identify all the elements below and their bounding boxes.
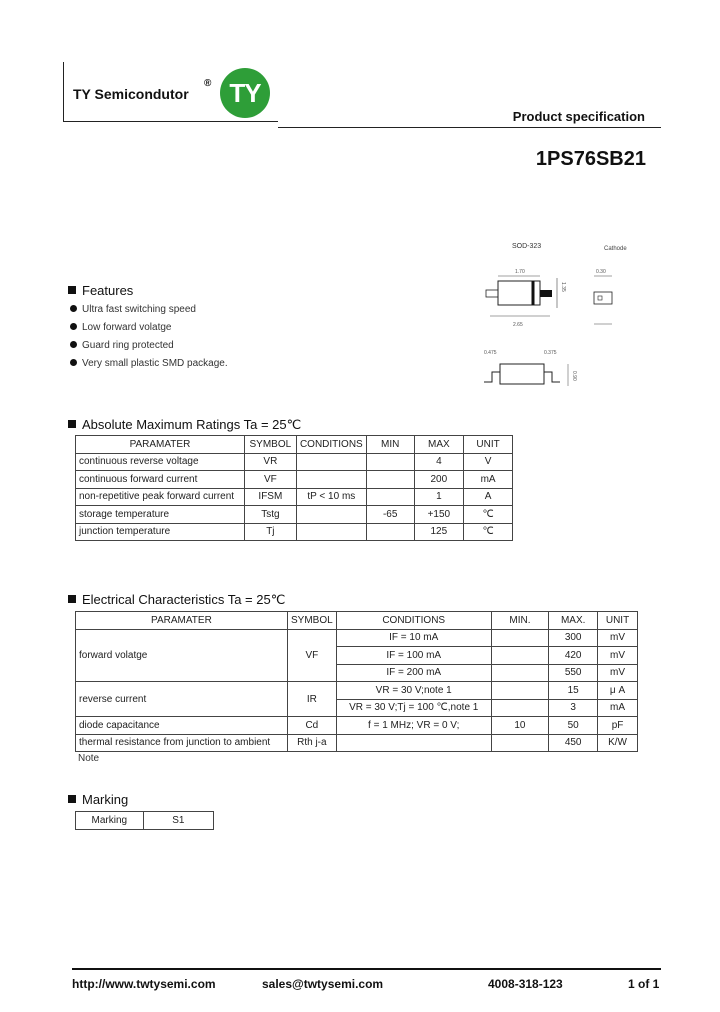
cell: forward volatge	[76, 629, 288, 682]
table-row	[76, 506, 513, 524]
part-number: 1PS76SB21	[535, 148, 646, 170]
cell: ℃	[464, 523, 513, 541]
elec-char-table	[75, 611, 638, 752]
cell: 15	[549, 682, 598, 700]
footer-website[interactable]: http://www.twtysemi.com	[72, 977, 216, 991]
cell	[366, 523, 414, 541]
cell: VR	[244, 453, 296, 471]
header-rule	[278, 127, 661, 128]
cell: thermal resistance from junction to ambient	[76, 734, 288, 752]
cell: mV	[598, 629, 638, 647]
cell	[491, 664, 549, 682]
cell	[491, 647, 549, 665]
header-cell: MAX.	[549, 612, 598, 630]
cell: mA	[598, 699, 638, 717]
header-cell: UNIT	[464, 436, 513, 454]
table-row	[76, 734, 638, 752]
cell: continuous forward current	[76, 471, 245, 489]
cell: 50	[549, 717, 598, 735]
cell: K/W	[598, 734, 638, 752]
marking-title: Marking	[68, 792, 128, 807]
bullet-icon	[70, 359, 77, 366]
cell: +150	[414, 506, 464, 524]
table-header-row	[76, 612, 638, 630]
bullet-icon	[70, 323, 77, 330]
marking-table	[75, 811, 214, 830]
cell	[296, 506, 366, 524]
note-label: Note	[78, 753, 100, 764]
cathode-label: Cathode	[604, 246, 627, 252]
cell	[491, 629, 549, 647]
header-cell: CONDITIONS	[336, 612, 491, 630]
company-name: TY Semicondutor	[73, 86, 189, 102]
marking-value: S1	[143, 812, 213, 830]
cell: mV	[598, 647, 638, 665]
header-cell: MAX	[414, 436, 464, 454]
table-row	[76, 629, 638, 647]
feature-item: Ultra fast switching speed	[70, 304, 196, 315]
cell: pF	[598, 717, 638, 735]
dim-height: 1.35	[560, 282, 566, 292]
header-left-underline	[63, 121, 278, 122]
dim-right-lead: 0.375	[544, 350, 557, 356]
cell: A	[464, 488, 513, 506]
cell	[296, 471, 366, 489]
cell: 3	[549, 699, 598, 717]
cell: IF = 200 mA	[336, 664, 491, 682]
header-cell: CONDITIONS	[296, 436, 366, 454]
package-outline-drawing	[470, 236, 660, 396]
header-cell: SYMBOL	[244, 436, 296, 454]
square-bullet-icon	[68, 286, 76, 294]
header-left-rule	[63, 62, 64, 122]
cell	[366, 453, 414, 471]
table-row	[76, 812, 214, 830]
cell: tP < 10 ms	[296, 488, 366, 506]
cell: V	[464, 453, 513, 471]
features-title: Features	[68, 283, 133, 298]
cell: μ A	[598, 682, 638, 700]
package-name: SOD-323	[512, 243, 542, 250]
cell: Rth j-a	[287, 734, 336, 752]
cell: 125	[414, 523, 464, 541]
cell: diode capacitance	[76, 717, 288, 735]
elec-char-title: Electrical Characteristics Ta = 25℃	[68, 592, 285, 608]
cell: 200	[414, 471, 464, 489]
cell: Tstg	[244, 506, 296, 524]
header-cell: PARAMATER	[76, 612, 288, 630]
dim-thickness: 0.90	[571, 371, 577, 381]
cell: IF = 100 mA	[336, 647, 491, 665]
cell: VF	[287, 629, 336, 682]
cell: IF = 10 mA	[336, 629, 491, 647]
company-logo: TY	[220, 68, 270, 118]
product-specification: Product specification	[512, 109, 645, 124]
dim-lead: 0.30	[596, 269, 606, 275]
header-cell: SYMBOL	[287, 612, 336, 630]
header-cell: MIN.	[491, 612, 549, 630]
cell: 10	[491, 717, 549, 735]
footer-email[interactable]: sales@twtysemi.com	[262, 977, 384, 991]
footer-page: 1 of 1	[628, 977, 660, 991]
square-bullet-icon	[68, 595, 76, 603]
dim-left-lead: 0.475	[484, 350, 497, 356]
marking-label: Marking	[76, 812, 144, 830]
dim-length: 2.65	[513, 322, 523, 328]
bullet-icon	[70, 305, 77, 312]
cell: 420	[549, 647, 598, 665]
bullet-icon	[70, 341, 77, 348]
cell: 300	[549, 629, 598, 647]
registered-mark: ®	[204, 78, 212, 89]
header-cell: MIN	[366, 436, 414, 454]
table-row	[76, 717, 638, 735]
cell: -65	[366, 506, 414, 524]
table-row	[76, 488, 513, 506]
cell: mA	[464, 471, 513, 489]
table-header-row	[76, 436, 513, 454]
feature-item: Guard ring protected	[70, 340, 174, 351]
header-cell: PARAMATER	[76, 436, 245, 454]
footer-rule	[72, 968, 661, 970]
cell: 1	[414, 488, 464, 506]
cell: VR = 30 V;note 1	[336, 682, 491, 700]
square-bullet-icon	[68, 795, 76, 803]
abs-max-table	[75, 435, 513, 541]
cell	[296, 453, 366, 471]
cell: VR = 30 V;Tj = 100 ℃,note 1	[336, 699, 491, 717]
cell	[366, 488, 414, 506]
abs-max-title: Absolute Maximum Ratings Ta = 25℃	[68, 417, 301, 433]
square-bullet-icon	[68, 420, 76, 428]
cell: mV	[598, 664, 638, 682]
cell: VF	[244, 471, 296, 489]
cell: junction temperature	[76, 523, 245, 541]
cell	[336, 734, 491, 752]
cell: storage temperature	[76, 506, 245, 524]
cell	[491, 734, 549, 752]
table-row	[76, 471, 513, 489]
cell	[366, 471, 414, 489]
table-row	[76, 523, 513, 541]
cell	[296, 523, 366, 541]
cell: 450	[549, 734, 598, 752]
feature-item: Very small plastic SMD package.	[70, 358, 228, 369]
cell	[491, 682, 549, 700]
dim-width: 1.70	[515, 269, 525, 275]
cell: 4	[414, 453, 464, 471]
cell: f = 1 MHz; VR = 0 V;	[336, 717, 491, 735]
cell: ℃	[464, 506, 513, 524]
header-cell: UNIT	[598, 612, 638, 630]
cell: Cd	[287, 717, 336, 735]
cell: IR	[287, 682, 336, 717]
table-row	[76, 453, 513, 471]
cell: non-repetitive peak forward current	[76, 488, 245, 506]
cell: reverse current	[76, 682, 288, 717]
feature-item: Low forward volatge	[70, 322, 172, 333]
cell: Tj	[244, 523, 296, 541]
cell: continuous reverse voltage	[76, 453, 245, 471]
footer-phone: 4008-318-123	[488, 977, 563, 991]
cell: 550	[549, 664, 598, 682]
cell: IFSM	[244, 488, 296, 506]
cell	[491, 699, 549, 717]
table-row	[76, 682, 638, 700]
